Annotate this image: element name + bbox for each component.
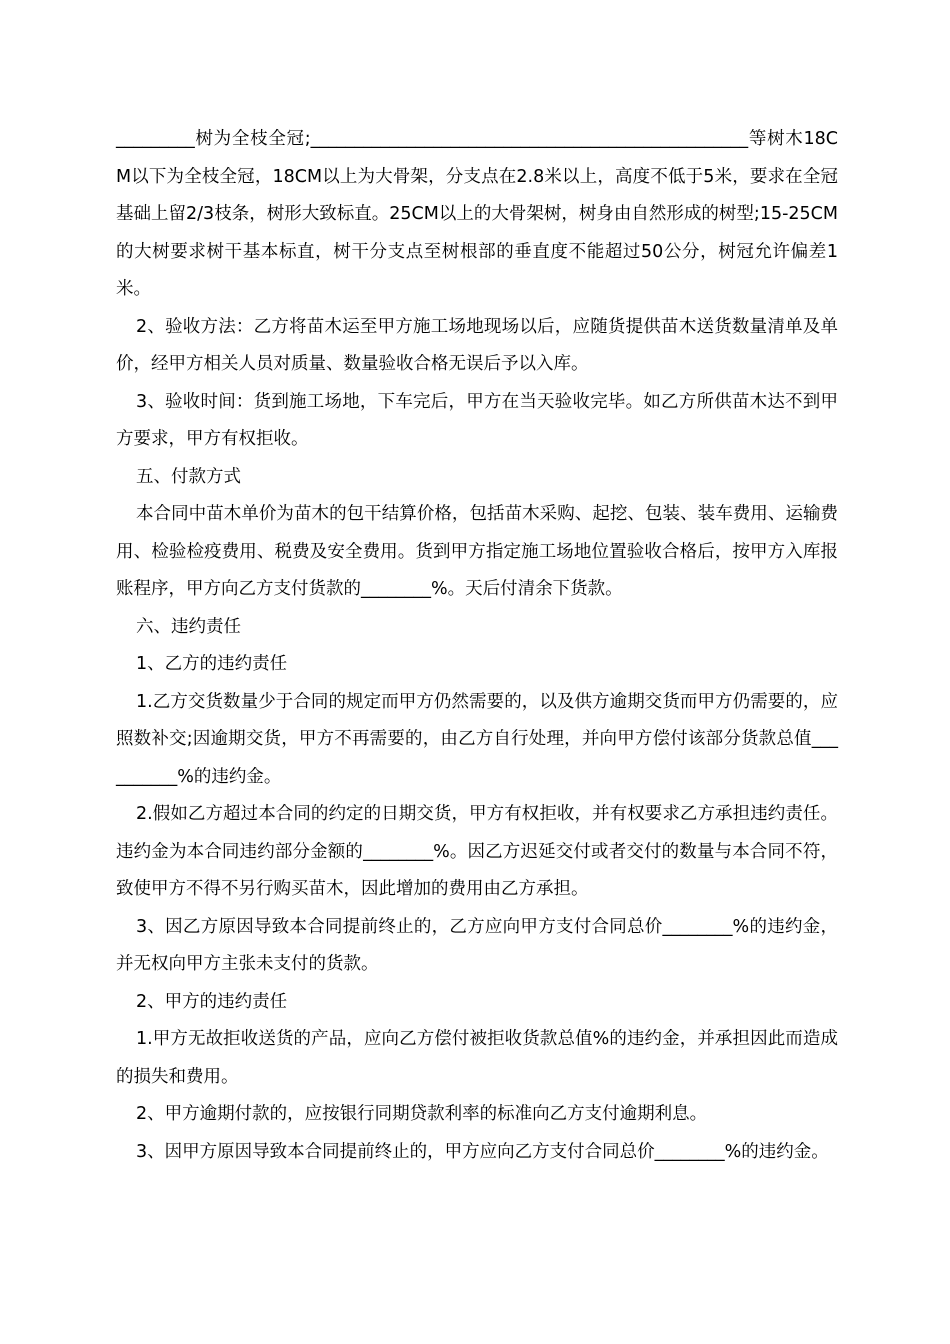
paragraph-tree-requirements: _________树为全枝全冠;__________________________________________________等树木18CM以下为全枝全冠，18CM以上为大骨架，分支点在2.8米以上，高度不低于5米，要求在全冠基础上留2/3枝条，树形大致标直。25CM以上的大骨架树，树身由自然形成的树型;15-25CM的大树要求树干基本标直，树干分支点至树根部的垂直度不能超过50公分，树冠允许偏差1米。: [116, 129, 838, 299]
paragraph-party-b-late-delivery: 2.假如乙方超过本合同的约定的日期交货，甲方有权拒收，并有权要求乙方承担违约责任。违约金为本合同违约部分金额的________%。因乙方迟延交付或者交付的数量与本合同不符，致使甲方不得不另行购买苗木，因此增加的费用由乙方承担。: [116, 804, 838, 899]
paragraph-party-a-early-termination: 3、因甲方原因导致本合同提前终止的，甲方应向乙方支付合同总价________%的违约金。: [136, 1141, 829, 1162]
heading-party-b-liability: 1、乙方的违约责任: [136, 654, 288, 674]
heading-party-a-liability: 2、甲方的违约责任: [136, 991, 288, 1012]
paragraph-acceptance-time: 3、验收时间：货到施工场地，下车完后，甲方在当天验收完毕。如乙方所供苗木达不到甲方要求，甲方有权拒收。: [116, 391, 838, 449]
paragraph-party-b-early-termination: 3、因乙方原因导致本合同提前终止的，乙方应向甲方支付合同总价________%的违约金，并无权向甲方主张未支付的货款。: [116, 916, 838, 974]
paragraph-party-a-late-payment: 2、甲方逾期付款的，应按银行同期贷款利率的标准向乙方支付逾期利息。: [136, 1104, 708, 1124]
paragraph-party-a-rejection: 1.甲方无故拒收送货的产品，应向乙方偿付被拒收货款总值%的违约金，并承担因此而造成的损失和费用。: [116, 1029, 838, 1087]
paragraph-payment-terms: 本合同中苗木单价为苗木的包干结算价格，包括苗木采购、起挖、包装、装车费用、运输费用、检验检疫费用、税费及安全费用。货到甲方指定施工场地位置验收合格后，按甲方入库报账程序，甲方向乙方支付货款的________%。天后付清余下货款。: [116, 504, 838, 599]
heading-breach-liability: 六、违约责任: [136, 616, 241, 637]
paragraph-party-b-short-delivery: 1.乙方交货数量少于合同的规定而甲方仍然需要的，以及供方逾期交货而甲方仍需要的，应照数补交;因逾期交货，甲方不再需要的，由乙方自行处理，并向甲方偿付该部分货款总值__________%的违约金。: [116, 691, 838, 787]
document-body: [116, 121, 838, 1171]
heading-payment-method: 五、付款方式: [136, 466, 241, 487]
paragraph-acceptance-method: 2、验收方法：乙方将苗木运至甲方施工场地现场以后，应随货提供苗木送货数量清单及单价，经甲方相关人员对质量、数量验收合格无误后予以入库。: [116, 316, 838, 374]
